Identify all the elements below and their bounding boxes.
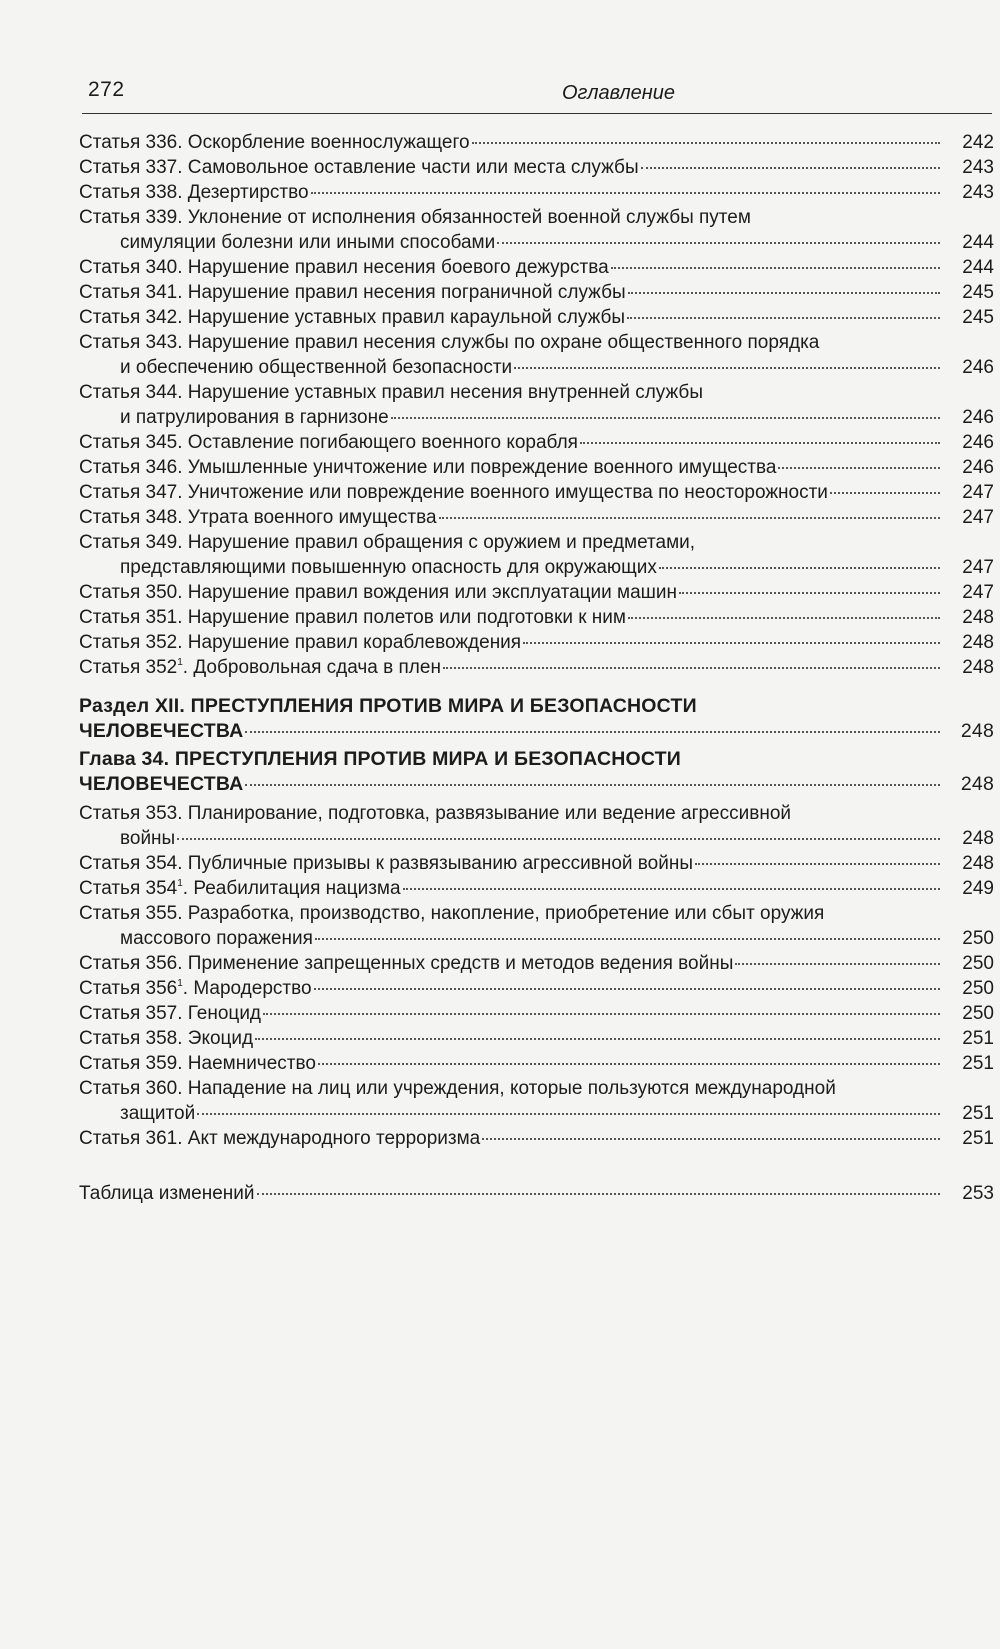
entry-title: Статья 354. Публичные призывы к развязыванию агрессивной войны <box>79 853 693 874</box>
toc-entry-343 <box>79 330 994 380</box>
entry-title-line2: и обеспечению общественной безопасности <box>120 357 513 378</box>
entry-title: Статья 347. Уничтожение или повреждение военного имущества по неосторожности <box>79 482 828 503</box>
entry-page: 244 <box>962 232 994 253</box>
entry-page: 247 <box>962 507 994 528</box>
chapter-title-line2: ЧЕЛОВЕЧЕСТВА <box>79 773 244 795</box>
leader-dots <box>318 1063 940 1065</box>
entry-title: Статья 352. Нарушение правил кораблевождения <box>79 632 522 653</box>
entry-title: Статья 356. Применение запрещенных средств и методов ведения войны <box>79 953 734 974</box>
leader-dots <box>443 667 940 669</box>
entry-title: Статья 359. Наемничество <box>79 1053 316 1074</box>
toc-entry-351 <box>79 605 994 630</box>
toc-entry-336 <box>79 130 994 155</box>
leader-dots <box>315 938 940 940</box>
entry-title-line2: и патрулирования в гарнизоне <box>120 407 389 428</box>
leader-dots <box>439 517 940 519</box>
toc-entry-339 <box>79 205 994 255</box>
entry-page: 248 <box>962 607 994 628</box>
entry-title: Статья $352^1$. Добровольная сдача в плен <box>79 657 441 678</box>
entry-title-line2: защитой <box>120 1103 196 1124</box>
toc-entry-358 <box>79 1026 994 1051</box>
entry-title: Статья 342. Нарушение уставных правил караульной службы <box>79 307 626 328</box>
chapter-title-line1: Глава 34. ПРЕСТУПЛЕНИЯ ПРОТИВ МИРА И БЕЗОПАСНОСТИ <box>79 748 681 770</box>
entry-page: 247 <box>962 482 994 503</box>
leader-dots <box>497 242 940 244</box>
entry-title-line2: симуляции болезни или иными способами <box>120 232 496 253</box>
toc-entry-354 <box>79 851 994 876</box>
entry-page: 251 <box>962 1128 994 1149</box>
leader-dots <box>523 642 940 644</box>
entry-title: Статья 336. Оскорбление военнослужащего <box>79 132 470 153</box>
leader-dots <box>314 988 940 990</box>
toc-entry-356-1 <box>79 976 994 1001</box>
toc-entry-357 <box>79 1001 994 1026</box>
entry-page: 248 <box>960 720 994 742</box>
entry-title-line1: Статья 339. Уклонение от исполнения обязанностей военной службы путем <box>79 207 751 228</box>
entry-title: Статья 361. Акт международного терроризма <box>79 1128 481 1149</box>
entry-page: 242 <box>962 132 994 153</box>
page-number: 272 <box>88 78 125 101</box>
leader-dots <box>735 963 940 965</box>
page-header <box>82 78 990 110</box>
entry-title: Таблица изменений <box>79 1183 255 1204</box>
entry-page: 243 <box>962 182 994 203</box>
toc-entry-341 <box>79 280 994 305</box>
leader-dots <box>472 142 940 144</box>
spacer <box>79 1151 994 1181</box>
entry-page: 244 <box>962 257 994 278</box>
entry-page: 243 <box>962 157 994 178</box>
toc-entry-356 <box>79 951 994 976</box>
entry-page: 253 <box>962 1183 994 1204</box>
entry-page: 249 <box>962 878 994 899</box>
leader-dots <box>263 1013 940 1015</box>
spacer <box>79 680 994 694</box>
running-title: Оглавление <box>562 82 676 104</box>
toc-entry-353 <box>79 801 994 851</box>
toc-entry-348 <box>79 505 994 530</box>
toc-entry-346 <box>79 455 994 480</box>
toc-entry-345 <box>79 430 994 455</box>
entry-title: Статья 340. Нарушение правил несения боевого дежурства <box>79 257 609 278</box>
entry-title-line1: Статья 349. Нарушение правил обращения с оружием и предметами, <box>79 532 696 553</box>
entry-title: Статья 351. Нарушение правил полетов или подготовки к ним <box>79 607 626 628</box>
leader-dots <box>627 317 940 319</box>
entry-page: 246 <box>962 357 994 378</box>
entry-title-line2: представляющими повышенную опасность для окружающих <box>120 557 657 578</box>
entry-page: 248 <box>962 853 994 874</box>
leader-dots <box>482 1138 940 1140</box>
leader-dots <box>311 192 940 194</box>
entry-title-line1: Статья 360. Нападение на лиц или учреждения, которые пользуются международной <box>79 1078 836 1099</box>
entry-title: Статья 337. Самовольное оставление части или места службы <box>79 157 639 178</box>
entry-page: 248 <box>962 632 994 653</box>
toc-entry-361 <box>79 1126 994 1151</box>
entry-page: 247 <box>962 582 994 603</box>
toc-entry-340 <box>79 255 994 280</box>
toc-entry-347 <box>79 480 994 505</box>
entry-title: Статья 345. Оставление погибающего военного корабля <box>79 432 578 453</box>
leader-dots <box>695 863 940 865</box>
leader-dots <box>659 567 940 569</box>
entry-title: Статья 341. Нарушение правил несения пограничной службы <box>79 282 626 303</box>
table-of-contents <box>79 130 994 1206</box>
entry-page: 251 <box>962 1053 994 1074</box>
entry-title: Статья 346. Умышленные уничтожение или повреждение военного имущества <box>79 457 777 478</box>
entry-page: 248 <box>962 657 994 678</box>
entry-title-line2: войны <box>120 828 176 849</box>
toc-entry-342 <box>79 305 994 330</box>
toc-entry-338 <box>79 180 994 205</box>
toc-entry-355 <box>79 901 994 951</box>
entry-page: 251 <box>962 1103 994 1124</box>
entry-title: Статья 338. Дезертирство <box>79 182 309 203</box>
entry-page: 250 <box>962 978 994 999</box>
section-title-line1: Раздел XII. ПРЕСТУПЛЕНИЯ ПРОТИВ МИРА И БЕЗОПАСНОСТИ <box>79 695 697 717</box>
entry-title: Статья $356^1$. Мародерство <box>79 978 312 999</box>
toc-chapter-34 <box>79 747 994 797</box>
entry-page: 248 <box>960 773 994 795</box>
entry-page: 246 <box>962 432 994 453</box>
entry-title-line2: массового поражения <box>120 928 313 949</box>
leader-dots <box>514 367 940 369</box>
entry-page: 246 <box>962 457 994 478</box>
entry-page: 251 <box>962 1028 994 1049</box>
entry-title-line1: Статья 355. Разработка, производство, накопление, приобретение или сбыт оружия <box>79 903 825 924</box>
entry-page: 246 <box>962 407 994 428</box>
toc-entry-344 <box>79 380 994 430</box>
toc-entry-360 <box>79 1076 994 1126</box>
entry-title: Статья 358. Экоцид <box>79 1028 254 1049</box>
leader-dots <box>391 417 940 419</box>
entry-title: Статья 350. Нарушение правил вождения или эксплуатации машин <box>79 582 677 603</box>
section-title-line2: ЧЕЛОВЕЧЕСТВА <box>79 720 244 742</box>
toc-entry-350 <box>79 580 994 605</box>
leader-dots <box>177 838 940 840</box>
entry-page: 250 <box>962 1003 994 1024</box>
leader-dots <box>628 292 940 294</box>
leader-dots <box>778 467 940 469</box>
leader-dots <box>628 617 940 619</box>
leader-dots <box>679 592 940 594</box>
entry-page: 248 <box>962 828 994 849</box>
leader-dots <box>403 888 940 890</box>
leader-dots <box>641 167 940 169</box>
toc-entry-349 <box>79 530 994 580</box>
leader-dots <box>245 784 940 786</box>
entry-page: 250 <box>962 953 994 974</box>
entry-page: 245 <box>962 282 994 303</box>
entry-title: Статья $354^1$. Реабилитация нацизма <box>79 878 401 899</box>
toc-entry-352-1 <box>79 655 994 680</box>
toc-entry-352 <box>79 630 994 655</box>
toc-section-xii <box>79 694 994 744</box>
entry-page: 250 <box>962 928 994 949</box>
header-rule <box>82 113 992 114</box>
toc-entry-337 <box>79 155 994 180</box>
entry-page: 247 <box>962 557 994 578</box>
toc-entry-354-1 <box>79 876 994 901</box>
leader-dots <box>245 731 940 733</box>
leader-dots <box>580 442 940 444</box>
leader-dots <box>255 1038 940 1040</box>
toc-entry-359 <box>79 1051 994 1076</box>
entry-title-line1: Статья 344. Нарушение уставных правил несения внутренней службы <box>79 382 703 403</box>
entry-title-line1: Статья 353. Планирование, подготовка, развязывание или ведение агрессивной <box>79 803 792 824</box>
entry-page: 245 <box>962 307 994 328</box>
entry-title-line1: Статья 343. Нарушение правил несения службы по охране общественного порядка <box>79 332 820 353</box>
leader-dots <box>197 1113 940 1115</box>
entry-title: Статья 348. Утрата военного имущества <box>79 507 437 528</box>
leader-dots <box>830 492 940 494</box>
leader-dots <box>257 1193 940 1195</box>
entry-title: Статья 357. Геноцид <box>79 1003 262 1024</box>
leader-dots <box>611 267 940 269</box>
toc-entry-changes-table <box>79 1181 994 1206</box>
